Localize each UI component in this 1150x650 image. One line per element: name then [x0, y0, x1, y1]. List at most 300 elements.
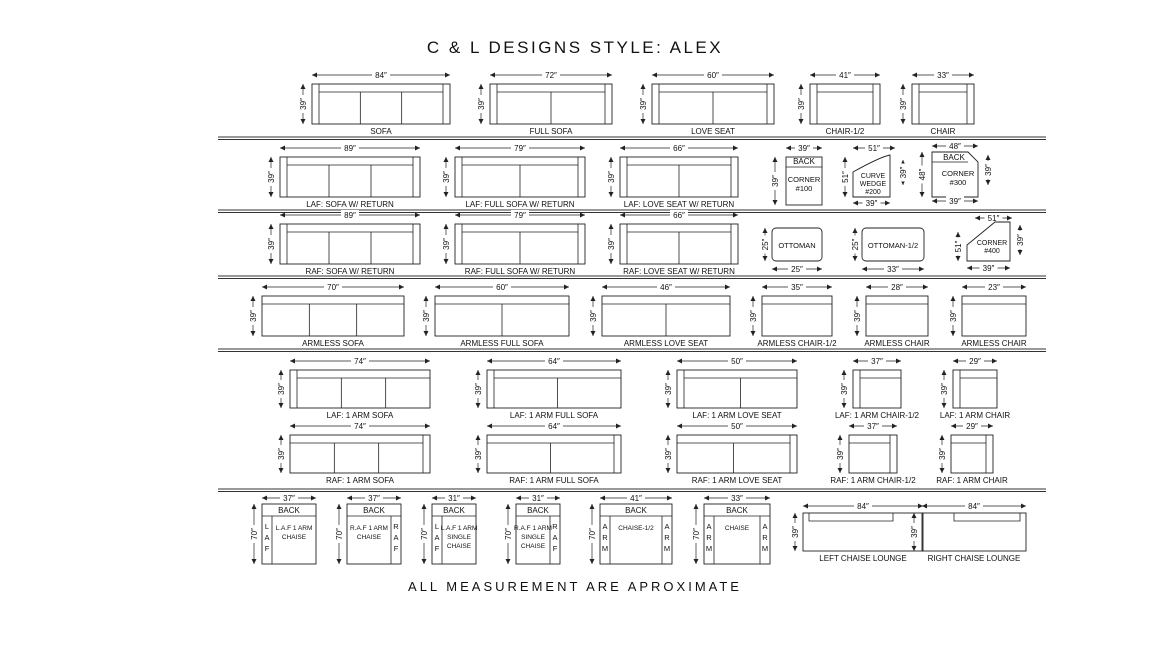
r1-item-3-label: CHAIR-1/2: [825, 127, 865, 136]
r5-item-1-depth-label: 39″: [474, 383, 483, 395]
r1-item-0-arrow-down: [301, 119, 306, 124]
r2-item-0-width-label: 89″: [344, 144, 356, 153]
r5-item-4-label: LAF: 1 ARM CHAIR: [939, 411, 1011, 420]
chaise-2-text-2: CHAISE: [446, 543, 472, 550]
chaise-2-arrow-right: [471, 496, 476, 501]
r6-item-4-arrow-down: [940, 468, 945, 473]
chaise-1-arrow-left: [347, 496, 352, 501]
r5-item-1-arrow-left: [487, 359, 492, 364]
corner-300-right-arrow-down: [986, 180, 991, 185]
r2-item-0-label: LAF: SOFA W/ RETURN: [306, 200, 394, 209]
r2-item-1-width-label: 79″: [514, 144, 526, 153]
r1-item-3-arrow-left: [810, 73, 815, 78]
r5-item-4-arrow-right: [992, 359, 997, 364]
curve-wedge-top-arrow-right: [890, 146, 895, 151]
r5-item-0-label: LAF: 1 ARM SOFA: [326, 411, 394, 420]
r2-item-0: [266, 143, 420, 209]
r6-item-3-arrow-down: [838, 468, 843, 473]
chaise-0-arrow-up: [252, 504, 257, 509]
chaise-1-text-1: CHAISE: [356, 534, 382, 541]
chaise-5-side-letter-0-765: A: [762, 522, 768, 531]
chaise-5-side-letter-1-765: R: [762, 533, 768, 542]
r2-item-0-depth-label: 39″: [267, 171, 276, 183]
chaise-0-side-letter-1-267: A: [264, 533, 270, 542]
corner-400-right-arrow-up: [1018, 225, 1023, 230]
chaise-4-side-letter-2-667: M: [663, 544, 671, 553]
corner-400-bottom-arrow-left: [967, 266, 972, 271]
r4-item-2-label: ARMLESS LOVE SEAT: [623, 339, 709, 348]
curve-wedge-text-2: #200: [865, 189, 881, 196]
r6-item-1: [473, 421, 621, 485]
r2-item-2-width-label: 66″: [673, 144, 685, 153]
r1-item-3-arrow-down: [799, 119, 804, 124]
r5-item-0-outline: [290, 370, 430, 408]
r5-item-0-arrow-up: [279, 370, 284, 375]
chaise-1-arrow-down: [337, 559, 342, 564]
chaise-1-depth-label: 70″: [335, 528, 344, 540]
chaise-4-width-label: 41″: [630, 494, 642, 503]
chaise-0-side-letter-0-267: L: [264, 522, 270, 531]
corner-100-depth-label: 39″: [771, 175, 780, 187]
r3-item-0-arrow-right: [415, 213, 420, 218]
r5-item-3-depth-label: 39″: [840, 383, 849, 395]
r3-item-0-arrow-left: [280, 213, 285, 218]
r6-item-4-arrow-right: [988, 424, 993, 429]
r5-item-0-arrow-down: [279, 403, 284, 408]
r5-item-0-arrow-right: [425, 359, 430, 364]
r2-item-1-arrow-right: [580, 146, 585, 151]
r4-item-1-arrow-left: [435, 285, 440, 290]
corner-400: [953, 213, 1025, 273]
r5-item-3-label: LAF: 1 ARM CHAIR-1/2: [834, 411, 920, 420]
chaise-0-depth-label: 70″: [250, 528, 259, 540]
r6-item-2-arrow-up: [666, 435, 671, 440]
r4-item-1-arrow-down: [424, 331, 429, 336]
chaise-3-side-letter-2-555: F: [552, 544, 558, 553]
r5-item-4-arrow-left: [953, 359, 958, 364]
r2-item-0-outline: [280, 157, 420, 197]
ottoman-label: OTTOMAN: [778, 241, 816, 250]
chaise-0-arrow-left: [262, 496, 267, 501]
r5-item-1-arrow-right: [616, 359, 621, 364]
r3-item-1-depth-label: 39″: [442, 238, 451, 250]
r4-item-0-outline: [262, 296, 404, 336]
lounge-1-back: [954, 513, 1020, 521]
r1-item-3: [796, 70, 880, 136]
r3-item-1-arrow-down: [444, 259, 449, 264]
chaise-2-side-letter-1-437: A: [434, 533, 440, 542]
r1-item-4-depth-label: 39″: [899, 98, 908, 110]
chaise-1-side-letter-0-396: R: [393, 522, 399, 531]
r5-item-0: [276, 356, 430, 420]
r6-item-3-arrow-up: [838, 435, 843, 440]
r2-item-1-arrow-down: [444, 192, 449, 197]
chaise-5-side-letter-2-709: M: [705, 544, 713, 553]
curve-wedge-bottom-arrow-right: [885, 201, 890, 206]
r1-item-3-arrow-up: [799, 84, 804, 89]
r1-item-4: [898, 70, 974, 136]
chaise-0: [249, 493, 316, 564]
lounge-1-depth-label: 39″: [910, 526, 919, 538]
chaise-2-arrow-down: [422, 559, 427, 564]
r5-item-2-outline: [677, 370, 797, 408]
r6-item-3: [830, 421, 916, 485]
r4-item-5-arrow-up: [951, 296, 956, 301]
r6-item-0-depth-label: 39″: [277, 448, 286, 460]
r1-item-1-arrow-left: [490, 73, 495, 78]
r5-item-0-depth-label: 39″: [277, 383, 286, 395]
r5-item-2-arrow-down: [666, 403, 671, 408]
r6-item-1-arrow-left: [487, 424, 492, 429]
r3-item-1-arrow-right: [580, 213, 585, 218]
r4-item-3-arrow-left: [762, 285, 767, 290]
r4-item-0-label: ARMLESS SOFA: [302, 339, 364, 348]
ottoman-half-arrow-up: [853, 228, 858, 233]
r3-item-2-width-label: 66″: [673, 211, 685, 220]
ottoman-arrow-left: [772, 267, 777, 272]
chaise-3-text-2: CHAISE: [520, 543, 546, 550]
lounge-0-outline: [803, 513, 923, 551]
chaise-5-arrow-left: [704, 496, 709, 501]
r6-item-3-width-label: 37″: [867, 422, 879, 431]
r5-item-0-arrow-left: [290, 359, 295, 364]
chaise-0-arrow-right: [311, 496, 316, 501]
r1-item-1-arrow-right: [607, 73, 612, 78]
r4-item-5: [948, 282, 1027, 348]
r5-item-3-arrow-down: [842, 403, 847, 408]
corner-300-top-arrow-right: [973, 144, 978, 149]
chaise-5-side-letter-2-765: M: [761, 544, 769, 553]
corner-100-arrow-up: [773, 157, 778, 162]
lounge-0-width-label: 84″: [857, 502, 869, 511]
r2-item-1: [441, 143, 585, 209]
r5-item-3-arrow-up: [842, 370, 847, 375]
r4-item-2-depth-label: 39″: [589, 310, 598, 322]
curve-wedge-top-width-label: 51″: [868, 144, 880, 153]
r3-item-2-label: RAF: LOVE SEAT W/ RETURN: [623, 267, 735, 276]
r6-item-3-arrow-right: [892, 424, 897, 429]
r4-item-3-outline: [762, 296, 832, 336]
chaise-1-width-label: 37″: [368, 494, 380, 503]
r2-item-2: [606, 143, 738, 209]
r1-item-0-depth-label: 39″: [299, 98, 308, 110]
lounge-0-back: [809, 513, 893, 521]
r2-item-1-arrow-left: [455, 146, 460, 151]
chaise-4-arrow-up: [590, 504, 595, 509]
r1-item-1-depth-label: 39″: [477, 98, 486, 110]
r3-item-0-outline: [280, 224, 420, 264]
lounge-1-arrow-up: [912, 513, 917, 518]
r6-item-2-arrow-left: [677, 424, 682, 429]
chaise-4-side-letter-1-605: R: [602, 533, 608, 542]
corner-100-text-0: CORNER: [787, 175, 821, 184]
r6-item-1-width-label: 64″: [548, 422, 560, 431]
chaise-3-arrow-up: [506, 504, 511, 509]
r4-item-3-arrow-down: [751, 331, 756, 336]
r6-item-2-outline: [677, 435, 797, 473]
chaise-1-side-letter-2-396: F: [393, 544, 399, 553]
corner-300-top-arrow-left: [932, 144, 937, 149]
r4-item-4-arrow-up: [855, 296, 860, 301]
lounge-0-arrow-up: [793, 513, 798, 518]
curve-wedge-text-1: WEDGE: [859, 181, 887, 188]
ottoman-arrow-right: [817, 267, 822, 272]
r5-item-3-arrow-right: [896, 359, 901, 364]
curve-wedge-bottom-arrow-left: [853, 201, 858, 206]
lounge-1-arrow-left: [922, 504, 927, 509]
chaise-4-arrow-right: [667, 496, 672, 501]
chaise-4-back-label: BACK: [625, 506, 647, 515]
r1-item-3-arrow-right: [875, 73, 880, 78]
chaise-3-arrow-left: [516, 496, 521, 501]
lounge-1-width-label: 84″: [968, 502, 980, 511]
chaise-3: [503, 493, 560, 564]
r3-item-2-arrow-up: [609, 224, 614, 229]
chaise-4-side-letter-0-667: A: [664, 522, 670, 531]
r6-item-2-width-label: 50″: [731, 422, 743, 431]
chaise-3-depth-label: 70″: [504, 528, 513, 540]
chaise-4-side-letter-1-667: R: [664, 533, 670, 542]
r4-item-2-arrow-up: [591, 296, 596, 301]
ottoman-depth-label: 25″: [761, 238, 770, 251]
corner-100-arrow-right: [817, 146, 822, 151]
lounge-0-arrow-left: [803, 504, 808, 509]
r4-item-5-arrow-right: [1021, 285, 1026, 290]
r1-item-2-depth-label: 39″: [639, 98, 648, 110]
ottoman-half-arrow-right: [919, 267, 924, 272]
r3-item-0-arrow-down: [269, 259, 274, 264]
chaise-5-back-label: BACK: [726, 506, 748, 515]
r1-item-2-arrow-right: [769, 73, 774, 78]
r6-item-3-arrow-left: [849, 424, 854, 429]
chaise-5-depth-label: 70″: [692, 528, 701, 540]
chaise-5-arrow-up: [694, 504, 699, 509]
r4-item-1-arrow-up: [424, 296, 429, 301]
r6-item-1-arrow-up: [476, 435, 481, 440]
r3-item-0-arrow-up: [269, 224, 274, 229]
r2-item-2-arrow-left: [620, 146, 625, 151]
r6-item-4-label: RAF: 1 ARM CHAIR: [936, 476, 1008, 485]
r2-item-0-arrow-down: [269, 192, 274, 197]
r4-item-3-depth-label: 39″: [749, 310, 758, 322]
r1-item-2-arrow-down: [641, 119, 646, 124]
chaise-1-arrow-up: [337, 504, 342, 509]
r5-item-3-width-label: 37″: [871, 357, 883, 366]
r6-item-4: [936, 421, 1008, 485]
r1-item-0: [298, 70, 450, 136]
r6-item-1-depth-label: 39″: [474, 448, 483, 460]
chaise-0-side-letter-2-267: F: [264, 544, 270, 553]
r6-item-2-depth-label: 39″: [664, 448, 673, 460]
corner-100-arrow-left: [786, 146, 791, 151]
r4-item-4-depth-label: 39″: [853, 310, 862, 322]
r4-item-3-label: ARMLESS CHAIR-1/2: [757, 339, 837, 348]
r6-item-4-depth-label: 39″: [938, 448, 947, 460]
r5-item-4-arrow-down: [942, 403, 947, 408]
r1-item-2-width-label: 60″: [707, 71, 719, 80]
r5-item-2-arrow-right: [792, 359, 797, 364]
r5-item-0-width-label: 74″: [354, 357, 366, 366]
chaise-2-arrow-left: [432, 496, 437, 501]
r6-item-2-arrow-down: [666, 468, 671, 473]
ottoman-half-width-label: 33″: [887, 265, 899, 274]
r2-item-1-depth-label: 39″: [442, 171, 451, 183]
chaise-2: [419, 493, 477, 564]
curve-wedge-side-arrow-up: [843, 157, 848, 162]
r4-item-3-arrow-up: [751, 296, 756, 301]
r2-item-2-arrow-down: [609, 192, 614, 197]
r4-item-3-width-label: 35″: [791, 283, 803, 292]
corner-400-side-arrow-down: [956, 256, 961, 261]
r5-item-2-depth-label: 39″: [664, 383, 673, 395]
corner-100-back-label: BACK: [793, 157, 815, 166]
r4-item-3: [748, 282, 837, 348]
r1-item-3-outline: [810, 84, 880, 124]
r5-item-1-arrow-down: [476, 403, 481, 408]
r3-item-2-depth-label: 39″: [607, 238, 616, 250]
chaise-4-depth-label: 70″: [588, 528, 597, 540]
chaise-0-text-0: L.A.F 1 ARM: [275, 525, 313, 532]
lounge-1-label: RIGHT CHAISE LOUNGE: [927, 554, 1021, 563]
r6-item-0-arrow-down: [279, 468, 284, 473]
corner-100-text-1: #100: [795, 184, 813, 193]
corner-300-right-arrow-up: [986, 155, 991, 160]
chaise-1-text-0: R.A.F 1 ARM: [350, 525, 388, 532]
r6-item-0-width-label: 74″: [354, 422, 366, 431]
r4-item-5-outline: [962, 296, 1026, 336]
r4-item-0-arrow-down: [251, 331, 256, 336]
r4-item-0-arrow-up: [251, 296, 256, 301]
chaise-4-arrow-left: [600, 496, 605, 501]
r6-item-0: [276, 421, 430, 485]
page-title: C & L DESIGNS STYLE: ALEX: [426, 38, 724, 57]
r1-item-2-arrow-left: [652, 73, 657, 78]
r4-item-4-arrow-down: [855, 331, 860, 336]
r4-item-0-arrow-right: [399, 285, 404, 290]
r3-item-2: [606, 210, 738, 276]
r5-item-2: [663, 356, 797, 420]
r2-item-2-depth-label: 39″: [607, 171, 616, 183]
chaise-1-side-letter-1-396: A: [393, 533, 399, 542]
r3-item-0-width-label: 89″: [344, 211, 356, 220]
r4-item-1-width-label: 60″: [496, 283, 508, 292]
r1-item-2: [638, 70, 774, 136]
corner-100-arrow-down: [773, 200, 778, 205]
r2-item-0-arrow-up: [269, 157, 274, 162]
r1-item-0-label: SOFA: [370, 127, 392, 136]
chaise-2-width-label: 31″: [448, 494, 460, 503]
chaise-2-text-1: SINGLE: [447, 534, 471, 541]
corner-400-right-arrow-down: [1018, 250, 1023, 255]
r1-item-0-arrow-left: [312, 73, 317, 78]
r5-item-4-arrow-up: [942, 370, 947, 375]
chaise-3-width-label: 31″: [532, 494, 544, 503]
r4-item-1-arrow-right: [564, 285, 569, 290]
r4-item-0-width-label: 70″: [327, 283, 339, 292]
r2-item-1-label: LAF: FULL SOFA W/ RETURN: [465, 200, 575, 209]
r1-item-4-arrow-down: [901, 119, 906, 124]
chaise-3-arrow-right: [555, 496, 560, 501]
r1-item-0-arrow-right: [445, 73, 450, 78]
corner-400-top-arrow-right: [1007, 216, 1012, 221]
r4-item-2-width-label: 46″: [660, 283, 672, 292]
chaise-1: [334, 493, 401, 564]
r1-item-0-width-label: 84″: [375, 71, 387, 80]
lounge-0-label: LEFT CHAISE LOUNGE: [819, 554, 907, 563]
r4-item-1-depth-label: 39″: [422, 310, 431, 322]
r5-item-1: [473, 356, 621, 420]
r3-item-1-label: RAF: FULL SOFA W/ RETURN: [464, 267, 576, 276]
corner-100-width-label: 39″: [798, 144, 810, 153]
chaise-0-text-1: CHAISE: [281, 534, 307, 541]
r1-item-3-width-label: 41″: [839, 71, 851, 80]
chaise-4-arrow-down: [590, 559, 595, 564]
r4-item-0-depth-label: 39″: [249, 310, 258, 322]
chaise-3-back-label: BACK: [527, 506, 549, 515]
chaise-5: [691, 493, 770, 564]
lounge-1: [909, 501, 1026, 563]
r6-item-1-arrow-right: [616, 424, 621, 429]
r4-item-5-depth-label: 39″: [949, 310, 958, 322]
corner-300-side-arrow-down: [920, 192, 925, 197]
r2-item-2-label: LAF: LOVE SEAT W/ RETURN: [623, 200, 735, 209]
r6-item-3-depth-label: 39″: [836, 448, 845, 460]
r5-item-4-width-label: 29″: [969, 357, 981, 366]
corner-400-top-width-label: 51″: [987, 214, 1000, 223]
chaise-2-side-letter-2-437: F: [434, 544, 440, 553]
ottoman-half-arrow-down: [853, 256, 858, 261]
r4-item-2: [588, 282, 730, 348]
chaise-3-side-letter-0-555: R: [552, 522, 558, 531]
ottoman-width-label: 25″: [791, 265, 803, 274]
curve-wedge-200: [840, 143, 908, 208]
r1-item-4-arrow-up: [901, 84, 906, 89]
r1-item-3-depth-label: 39″: [797, 98, 806, 110]
r6-item-1-outline: [487, 435, 621, 473]
chaise-2-depth-label: 70″: [420, 528, 429, 540]
r2-item-2-arrow-right: [733, 146, 738, 151]
ottoman-half-arrow-left: [862, 267, 867, 272]
lounge-0: [790, 501, 923, 563]
r5-item-4-depth-label: 39″: [940, 383, 949, 395]
corner-300-bottom-width-label: 39″: [949, 197, 961, 206]
corner-400-right-depth-label: 39″: [1016, 234, 1025, 246]
ottoman-arrow-down: [763, 256, 768, 261]
curve-wedge-right-depth-label: 39″: [899, 166, 908, 179]
r6-item-2-label: RAF: 1 ARM LOVE SEAT: [691, 476, 783, 485]
r5-item-1-width-label: 64″: [548, 357, 560, 366]
chaise-4-side-letter-0-605: A: [602, 522, 608, 531]
r4-item-5-arrow-left: [962, 285, 967, 290]
r2-item-1-arrow-up: [444, 157, 449, 162]
corner-300-back-label: BACK: [943, 153, 965, 162]
corner-400-text-1: #400: [984, 248, 1000, 255]
ottoman-half-label: OTTOMAN-1/2: [867, 241, 919, 250]
r5-item-2-label: LAF: 1 ARM LOVE SEAT: [692, 411, 782, 420]
r1-item-1-width-label: 72″: [545, 71, 557, 80]
curve-wedge-bottom-width-label: 39″: [865, 199, 878, 208]
r6-item-4-width-label: 29″: [966, 422, 978, 431]
r4-item-4-label: ARMLESS CHAIR: [864, 339, 930, 348]
r4-item-4: [852, 282, 930, 348]
chaise-1-back-label: BACK: [363, 506, 385, 515]
chaise-0-width-label: 37″: [283, 494, 295, 503]
r6-item-0-arrow-up: [279, 435, 284, 440]
r6-item-0-arrow-right: [425, 424, 430, 429]
r1-item-1: [476, 70, 612, 136]
r5-item-1-outline: [487, 370, 621, 408]
r2-item-2-arrow-up: [609, 157, 614, 162]
